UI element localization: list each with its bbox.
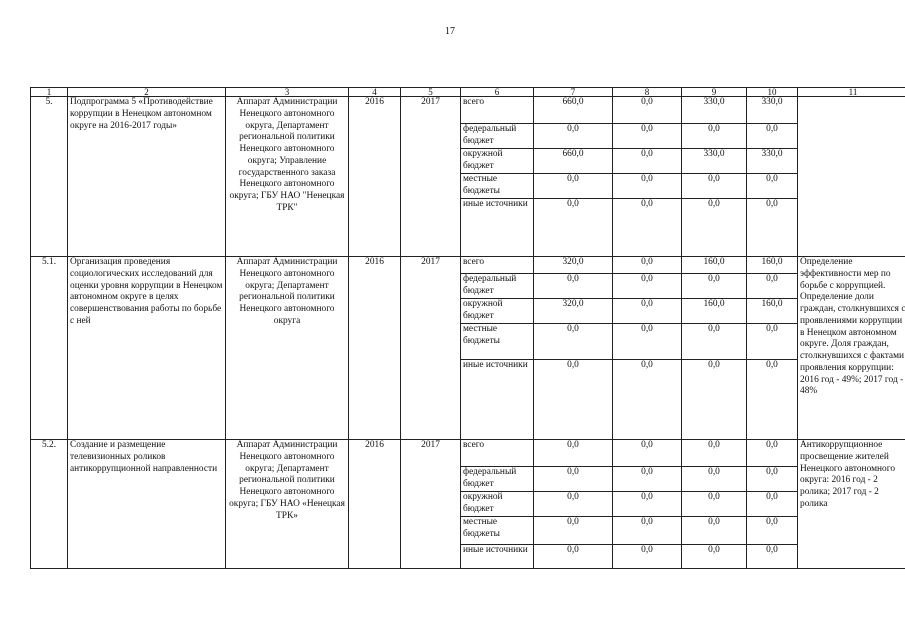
expected-result [798,97,905,257]
col-num-5: 5 [401,88,461,97]
total-value: 0,0 [534,124,613,149]
expected-result: Антикоррупционное просвещение жителей Ненецкого автономного округа: 2016 год - 2 ролика; 2017 год - 2 ролика [798,440,905,569]
funding-source: местные бюджеты [461,174,534,199]
col-num-9: 9 [682,88,747,97]
end-year: 2017 [401,97,461,257]
total-value: 660,0 [534,149,613,174]
col-num-6: 6 [461,88,534,97]
end-year: 2017 [401,440,461,569]
executor: Аппарат Администрации Ненецкого автономного округа, Департамент региональной политики Ненецкого автономного округа; Управление государственного заказа Ненецкого автономного округа; ГБУ НАО "Ненецкая ТРК" [226,97,349,257]
row-number: 5.2. [31,440,68,569]
value-2016: 0,0 [682,492,747,517]
value-col-8: 0,0 [613,199,682,257]
value-2016: 160,0 [682,257,747,274]
table-row [31,257,905,274]
value-col-8: 0,0 [613,517,682,545]
col-num-10: 10 [747,88,798,97]
col-num-3: 3 [226,88,349,97]
col-num-11: 11 [798,88,905,97]
funding-source: всего [461,440,534,467]
col-num-1: 1 [31,88,68,97]
funding-source: федеральный бюджет [461,124,534,149]
funding-source: федеральный бюджет [461,274,534,299]
value-col-8: 0,0 [613,274,682,299]
value-col-8: 0,0 [613,257,682,274]
funding-source: окружной бюджет [461,299,534,324]
value-2016: 0,0 [682,124,747,149]
value-col-8: 0,0 [613,149,682,174]
funding-source: иные источники [461,360,534,440]
row-number: 5. [31,97,68,257]
value-2017: 0,0 [747,545,798,569]
total-value: 660,0 [534,97,613,124]
funding-source: окружной бюджет [461,492,534,517]
total-value: 0,0 [534,324,613,360]
value-col-8: 0,0 [613,492,682,517]
col-num-4: 4 [349,88,401,97]
value-2017: 0,0 [747,492,798,517]
value-2017: 0,0 [747,360,798,440]
executor: Аппарат Администрации Ненецкого автономного округа; Департамент региональной политики Ненецкого автономного округа; ГБУ НАО «Ненецкая ТРК» [226,440,349,569]
total-value: 0,0 [534,199,613,257]
value-col-8: 0,0 [613,467,682,492]
end-year: 2017 [401,257,461,440]
value-col-8: 0,0 [613,545,682,569]
value-2017: 0,0 [747,174,798,199]
value-2016: 0,0 [682,360,747,440]
total-value: 0,0 [534,274,613,299]
value-2016: 160,0 [682,299,747,324]
total-value: 0,0 [534,467,613,492]
value-2016: 0,0 [682,199,747,257]
value-2016: 0,0 [682,274,747,299]
page-number: 17 [445,26,455,37]
value-2017: 0,0 [747,517,798,545]
total-value: 0,0 [534,545,613,569]
value-2017: 0,0 [747,440,798,467]
value-2017: 0,0 [747,467,798,492]
value-col-8: 0,0 [613,97,682,124]
program-table [30,87,905,569]
value-2016: 330,0 [682,149,747,174]
value-2017: 0,0 [747,124,798,149]
value-2017: 0,0 [747,199,798,257]
funding-source: федеральный бюджет [461,467,534,492]
table-row [31,440,905,467]
executor: Аппарат Администрации Ненецкого автономного округа; Департамент региональной политики Ненецкого автономного округа [226,257,349,440]
expected-result: Определение эффективности мер по борьбе с коррупцией. Определение доли граждан, столкнувшихся с проявлениями коррупции в Ненецком автономном округе. Доля граждан, столкнувшихся с фактами проявления коррупции: 2016 год - 49%; 2017 год - 48% [798,257,905,440]
col-num-8: 8 [613,88,682,97]
value-2017: 0,0 [747,274,798,299]
activity-name: Подпрограмма 5 «Противодействие коррупции в Ненецком автономном округе на 2016-2017 годы» [68,97,226,257]
value-2017: 330,0 [747,97,798,124]
total-value: 320,0 [534,299,613,324]
total-value: 0,0 [534,440,613,467]
value-col-8: 0,0 [613,174,682,199]
total-value: 0,0 [534,517,613,545]
total-value: 0,0 [534,174,613,199]
funding-source: всего [461,257,534,274]
row-number: 5.1. [31,257,68,440]
start-year: 2016 [349,97,401,257]
value-col-8: 0,0 [613,299,682,324]
value-2017: 160,0 [747,299,798,324]
activity-name: Создание и размещение телевизионных роликов антикоррупционной направленности [68,440,226,569]
funding-source: иные источники [461,545,534,569]
value-col-8: 0,0 [613,324,682,360]
value-2016: 0,0 [682,545,747,569]
value-col-8: 0,0 [613,360,682,440]
value-2016: 0,0 [682,174,747,199]
value-col-8: 0,0 [613,440,682,467]
value-2017: 0,0 [747,324,798,360]
value-2016: 0,0 [682,440,747,467]
total-value: 0,0 [534,360,613,440]
funding-source: иные источники [461,199,534,257]
value-col-8: 0,0 [613,124,682,149]
start-year: 2016 [349,440,401,569]
activity-name: Организация проведения социологических исследований для оценки уровня коррупции в Ненецком автономном округе в целях совершенствования работы по борьбе с ней [68,257,226,440]
total-value: 320,0 [534,257,613,274]
start-year: 2016 [349,257,401,440]
value-2017: 160,0 [747,257,798,274]
col-num-7: 7 [534,88,613,97]
funding-source: местные бюджеты [461,517,534,545]
funding-source: окружной бюджет [461,149,534,174]
value-2016: 0,0 [682,467,747,492]
value-2016: 0,0 [682,517,747,545]
col-num-2: 2 [68,88,226,97]
funding-source: местные бюджеты [461,324,534,360]
funding-source: всего [461,97,534,124]
table-row [31,97,905,124]
value-2016: 0,0 [682,324,747,360]
column-number-row [31,88,905,97]
value-2016: 330,0 [682,97,747,124]
total-value: 0,0 [534,492,613,517]
value-2017: 330,0 [747,149,798,174]
